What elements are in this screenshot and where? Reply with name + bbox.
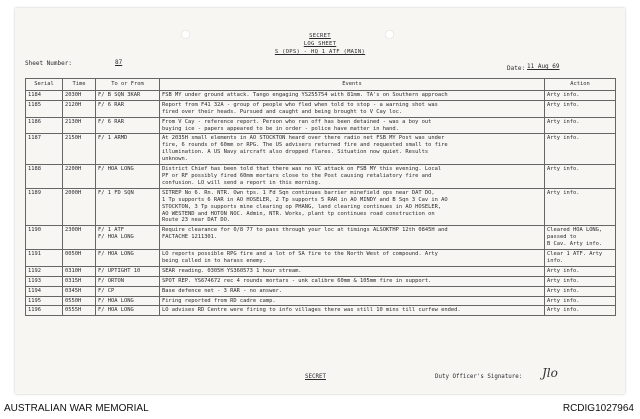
archive-caption: AUSTRALIAN WAR MEMORIAL [4,403,149,414]
table-row [26,226,616,250]
cell-event: Require clearance for 0/8 77 to pass through your loc at timings ALSOKTHP 12th 0845H and FACTACHE 1211301. [160,226,545,250]
cell-serial: 1186 [26,117,63,134]
table-row [26,306,616,316]
cell-action: Cleared HOA LONG, passed to B Cav. Arty info. [545,226,616,250]
cell-time: 0315H [63,276,96,286]
cell-action: Arty info. [545,286,616,296]
cell-time: 2130H [63,117,96,134]
cell-to-or-from: F/ 6 RAR [96,117,160,134]
duty-officer-signature: Jlo [542,366,558,380]
column-header: Action [545,79,616,91]
date-label: Date: [507,65,526,72]
punch-hole [181,30,190,39]
unit-title: S (OPS) - HQ 1 ATF (MAIN) [274,49,366,55]
cell-time: 0550H [63,296,96,306]
table-row [26,165,616,189]
cell-serial: 1187 [26,134,63,165]
classification-header: SECRET [309,33,331,39]
cell-serial: 1190 [26,226,63,250]
date-value: 11 Aug 69 [527,63,560,70]
cell-action: Arty info. [545,276,616,286]
archive-id: RCDIG1027964 [562,403,634,414]
cell-action: Arty info. [545,296,616,306]
cell-serial: 1192 [26,266,63,276]
table-row [26,117,616,134]
log-body [26,90,616,315]
cell-event: LO advises RD Centre were firing to info villages there was still 10 mins till curfew ended. [160,306,545,316]
cell-serial: 1189 [26,188,63,226]
cell-serial: 1188 [26,165,63,189]
cell-action: Arty info. [545,165,616,189]
cell-event: SPOT REP. YS674672 rec 4 rounds mortars - unk calibre 60mm & 105mm fire in support. [160,276,545,286]
column-header: To or From [96,79,160,91]
cell-event: From V Cay - reference report. Person who ran off has been detained - was a boy out buying ice - papers appeared to be in order - police have matter in hand. [160,117,545,134]
cell-event: FSB MY under ground attack. Tango engaging YS255754 with 81mm. TA's on Southern approach [160,90,545,100]
cell-time: 0310H [63,266,96,276]
cell-time: 2000H [63,188,96,226]
cell-time: 0555H [63,306,96,316]
table-row [26,250,616,267]
cell-to-or-from: F/ 1 FD SQN [96,188,160,226]
cell-action: Arty info. [545,306,616,316]
cell-action: Clear 1 ATF. Arty info. [545,250,616,267]
cell-serial: 1194 [26,286,63,296]
cell-to-or-from: F/ UPTIGHT 10 [96,266,160,276]
cell-event: At 2035H small elements in AO STOCKTON heard over there radio net FSB MY Post was under fire, 6 rounds of 60mm or RPG. The US advisers returned fire and requested small to fire illumination. A US Navy aircraft also dropped flares. Situation now quiet. Results unknown. [160,134,545,165]
cell-action: Arty info. [545,188,616,226]
cell-to-or-from: F/ 1 ATF F/ HOA LONG [96,226,160,250]
cell-event: LO reports possible RPG fire and a lot of SA fire to the North West of compound. Arty being called in to harass enemy. [160,250,545,267]
column-header: Events [160,79,545,91]
cell-to-or-from: F/ HOA LONG [96,306,160,316]
cell-serial: 1193 [26,276,63,286]
cell-time: 2200H [63,165,96,189]
cell-time: 0050H [63,250,96,267]
cell-to-or-from: F/ HOA LONG [96,296,160,306]
cell-serial: 1185 [26,100,63,117]
table-row [26,100,616,117]
cell-serial: 1184 [26,90,63,100]
cell-time: 2030H [63,90,96,100]
cell-time: 2120H [63,100,96,117]
table-row [26,134,616,165]
classification-footer: SECRET [305,374,326,380]
cell-event: Report from F41 32A - group of people who fled when told to stop - a warning shot was fired over their heads. Pursued and caught and being brought to V Cay loc. [160,100,545,117]
cell-to-or-from: F/ HOA LONG [96,165,160,189]
cell-time: 0345H [63,286,96,296]
signature-label: Duty Officer's Signature: [435,374,523,380]
cell-to-or-from: F/ 1 ARMD [96,134,160,165]
sheet-number: 87 [115,59,123,66]
table-row [26,286,616,296]
punch-hole [385,30,394,39]
cell-action: Arty info. [545,266,616,276]
cell-to-or-from: F/ B SQN 3KAR [96,90,160,100]
cell-serial: 1195 [26,296,63,306]
cell-to-or-from: F/ ORTON [96,276,160,286]
column-header: Serial [26,79,63,91]
table-row [26,188,616,226]
sheet-number-label: Sheet Number: [25,60,72,67]
table-row [26,90,616,100]
cell-action: Arty info. [545,117,616,134]
page-title: LOG SHEET [303,41,337,47]
cell-event: District Chief has been told that there was no VC attack on FSB MY this evening. Local PF or RF possibly fired 60mm mortars close to the Post causing retaliatory fire and confusion. LO will send a report in this morning. [160,165,545,189]
cell-to-or-from: F/ 6 RAR [96,100,160,117]
table-header-row [26,79,616,91]
cell-event: Firing reported from RD cadre camp. [160,296,545,306]
cell-time: 2300H [63,226,96,250]
cell-event: SITREP No 6. Rn. NTR. Own tps. 1 Fd Sqn continues barrier minefield ops near DAT DO, 1 Tp supports 6 RAR in AO HOSELER, 2 Tp supports 5 RAR in AO MINDY and B Sqn 3 Cav in AO STOCKTON, 3 Tp supports mine clearing op PHANG, land clearing continues in AO HOSELER, AO WESTEND and HOTON NOC. Admin, NTR. Works, plant tp continues road construction on Route 23 near DAT DO. [160,188,545,226]
cell-action: Arty info. [545,134,616,165]
log-table [25,78,616,316]
table-row [26,296,616,306]
log-sheet-page [15,8,625,394]
cell-serial: 1196 [26,306,63,316]
cell-action: Arty info. [545,90,616,100]
cell-to-or-from: F/ HOA LONG [96,250,160,267]
cell-event: Base defence net - 3 RAR - no answer. [160,286,545,296]
cell-action: Arty info. [545,100,616,117]
cell-serial: 1191 [26,250,63,267]
column-header: Time [63,79,96,91]
table-row [26,266,616,276]
cell-to-or-from: F/ CP [96,286,160,296]
cell-event: SEAR reading. 0305H YS360573 1 hour stream. [160,266,545,276]
cell-time: 2150H [63,134,96,165]
table-row [26,276,616,286]
